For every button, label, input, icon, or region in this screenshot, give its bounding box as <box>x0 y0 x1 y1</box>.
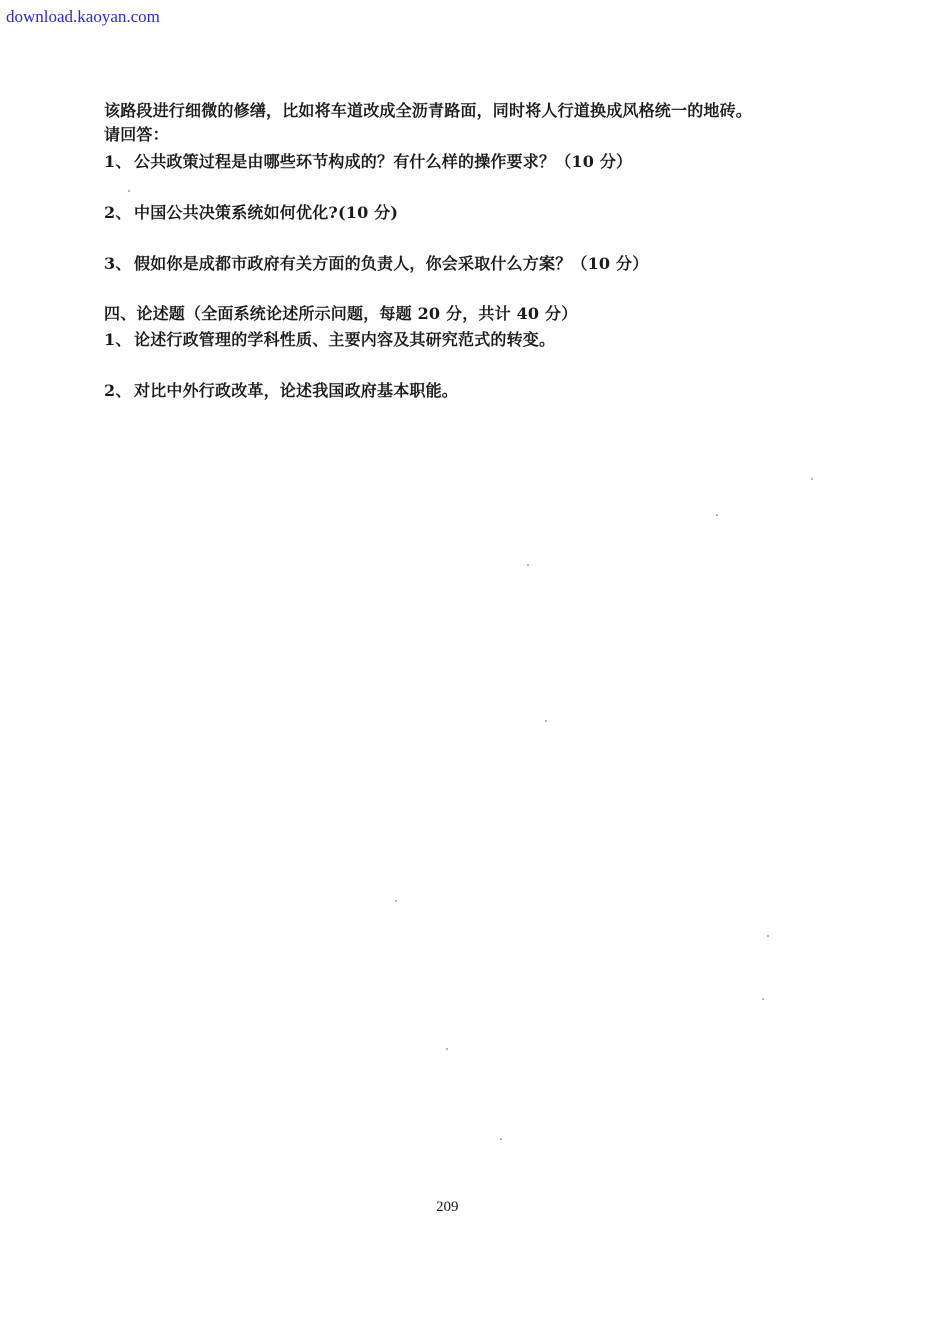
question-4-2 <box>104 381 458 401</box>
scan-speck <box>527 564 529 566</box>
scan-speck <box>762 998 764 1000</box>
question-3-1 <box>104 152 632 172</box>
page-number: 209 <box>436 1199 459 1215</box>
scan-speck <box>767 935 769 937</box>
scan-speck <box>716 514 718 516</box>
question-3-2 <box>104 203 398 223</box>
question-text: 中国公共决策系统如何优化?(10 分) <box>134 203 399 222</box>
question-text: 假如你是成都市政府有关方面的负责人，你会采取什么方案？（10 分） <box>134 254 649 273</box>
scan-speck <box>395 900 397 902</box>
question-3-3 <box>104 254 648 274</box>
answer-prompt: 请回答： <box>104 125 169 144</box>
watermark-link[interactable]: download.kaoyan.com <box>6 7 160 26</box>
scan-speck <box>500 1138 502 1140</box>
question-4-1 <box>104 330 555 350</box>
section-4-heading: 四、论述题（全面系统论述所示问题，每题 20 分，共计 40 分） <box>104 304 578 323</box>
question-text: 论述行政管理的学科性质、主要内容及其研究范式的转变。 <box>134 330 556 349</box>
scan-speck <box>545 720 547 722</box>
question-number: 3、 <box>104 254 132 273</box>
question-number: 1、 <box>104 152 132 171</box>
question-number: 2、 <box>104 381 132 400</box>
scan-speck <box>128 190 130 192</box>
question-number: 1、 <box>104 330 132 349</box>
scan-speck <box>446 1048 448 1050</box>
question-text: 对比中外行政改革，论述我国政府基本职能。 <box>134 381 459 400</box>
question-number: 2、 <box>104 203 132 222</box>
context-line: 该路段进行细微的修缮，比如将车道改成全沥青路面，同时将人行道换成风格统一的地砖。 <box>104 101 753 120</box>
question-text: 公共政策过程是由哪些环节构成的？有什么样的操作要求？（10 分） <box>134 152 633 171</box>
scan-speck <box>811 478 813 480</box>
